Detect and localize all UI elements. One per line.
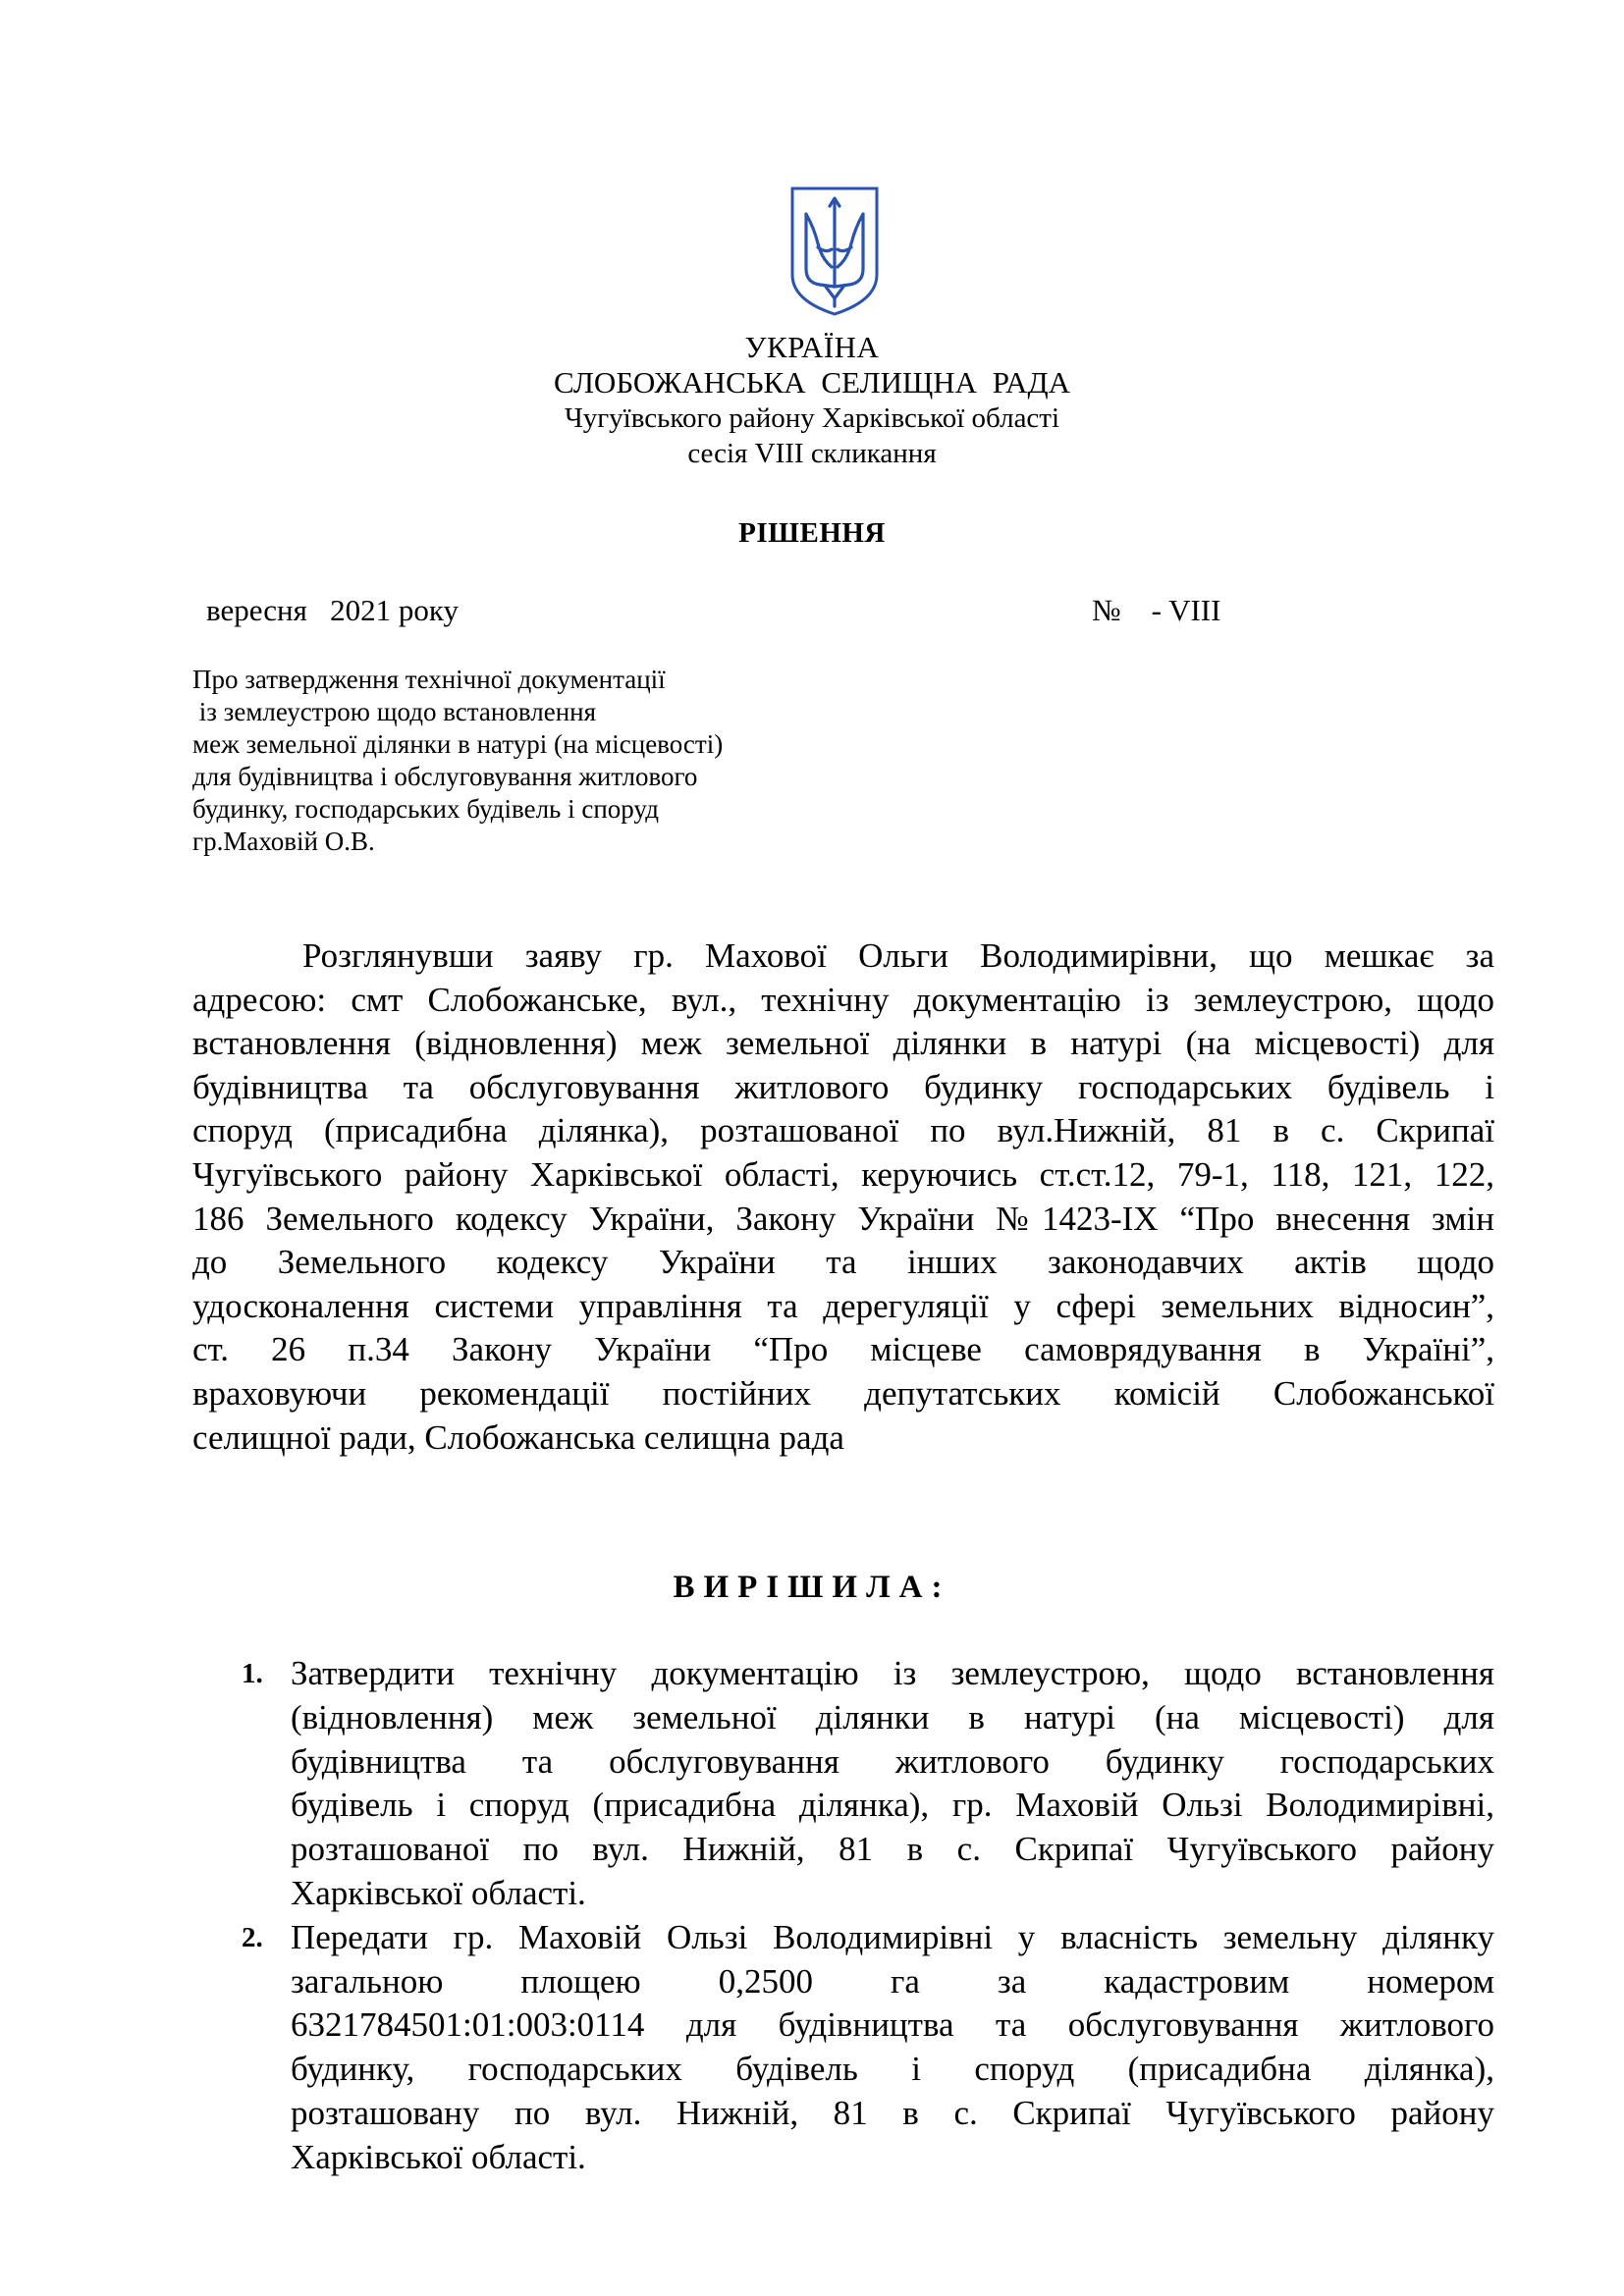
- document-date: вересня 2021 року: [206, 593, 459, 627]
- subject-line: для будівництва і обслуговування житлового: [192, 762, 698, 791]
- preamble-line: до Земельного кодексу України та інших законодавчих актів щодо: [192, 1243, 1494, 1282]
- council-name: СЛОБОЖАНСЬКА СЕЛИЩНА РАДА: [554, 365, 1070, 400]
- item-line: Передати гр. Маховій Ользі Володимирівні у власність земельну ділянку: [291, 1917, 1494, 1956]
- preamble-line: враховуючи рекомендації постійних депутатських комісій Слобожанської: [192, 1373, 1494, 1413]
- item-line: розташованої по вул. Нижній, 81 в с. Скрипаї Чугуївського району: [291, 1830, 1494, 1869]
- document-header: [0, 330, 1624, 471]
- subject-line: гр.Маховій О.В.: [192, 827, 375, 856]
- decision-item: [236, 1652, 1494, 1916]
- document-number: № - VIII: [1092, 593, 1221, 627]
- decision-item: [236, 1916, 1494, 2180]
- preamble-line: ст. 26 п.34 Закону України “Про місцеве самоврядування в Україні”,: [192, 1330, 1494, 1369]
- subject-line: Про затвердження технічної документації: [192, 665, 666, 694]
- coat-of-arms-icon: [788, 185, 881, 318]
- item-line: будівель і споруд (присадибна ділянка), гр. Маховій Ользі Володимирівні,: [291, 1786, 1494, 1825]
- subject-line: меж земельної ділянки в натурі (на місцевості): [192, 729, 724, 759]
- resolve-heading: ВИРІШИЛА:: [673, 1570, 951, 1605]
- decision-items: [236, 1652, 1494, 2180]
- item-line: будівництва та обслуговування житлового будинку господарських: [291, 1741, 1494, 1781]
- district-name: Чугуївського району Харківської області: [564, 402, 1060, 434]
- session-name: сесія VIII скликання: [687, 438, 937, 469]
- preamble-line: удосконалення системи управління та дерегуляції у сфері земельних відносин”,: [192, 1286, 1494, 1325]
- item-line: Затвердити технічну документацію із землеустрою, щодо встановлення: [291, 1654, 1494, 1692]
- item-number: 1.: [242, 1658, 263, 1689]
- country-name: УКРАЇНА: [744, 330, 880, 364]
- item-line: (відновлення) меж земельної ділянки в натурі (на місцевості) для: [291, 1697, 1494, 1736]
- preamble-line: споруд (присадибна ділянка), розташованої по вул.Нижній, 81 в с. Скрипаї: [192, 1111, 1494, 1150]
- subject-line: будинку, господарських будівель і споруд: [192, 794, 659, 824]
- preamble-line: Розглянувши заяву гр. Махової Ольги Володимирівни, що мешкає за: [302, 936, 1494, 975]
- preamble-paragraph: [192, 934, 1494, 1460]
- item-line: загальною площею 0,2500 га за кадастровим номером: [291, 1961, 1494, 2001]
- item-line: розташовану по вул. Нижній, 81 в с. Скрипаї Чугуївського району: [291, 2093, 1494, 2132]
- preamble-line: будівництва та обслуговування житлового будинку господарських будівель і: [192, 1067, 1494, 1106]
- preamble-line: адресою: смт Слобожанське, вул., технічну документацію із землеустрою, щодо: [192, 980, 1494, 1019]
- item-number: 2.: [242, 1921, 263, 1953]
- preamble-line: 186 Земельного кодексу України, Закону України №1423-IX “Про внесення змін: [192, 1199, 1494, 1238]
- preamble-line: селищної ради, Слобожанська селищна рада: [192, 1417, 844, 1457]
- preamble-line: Чугуївського району Харківської області, керуючись ст.ст.12, 79-1, 118, 121, 122,: [192, 1154, 1494, 1194]
- item-line: 6321784501:01:003:0114 для будівництва та обслуговування житлового: [291, 2005, 1494, 2045]
- item-line: Харківської області.: [291, 2137, 586, 2176]
- preamble-line: встановлення (відновлення) меж земельної ділянки в натурі (на місцевості) для: [192, 1024, 1494, 1063]
- item-line: Харківської області.: [291, 1873, 586, 1912]
- item-line: будинку, господарських будівель і споруд (присадибна ділянка),: [291, 2050, 1494, 2089]
- document-subject: [192, 664, 899, 858]
- subject-line: із землеустрою щодо встановлення: [192, 697, 597, 726]
- document-title: РІШЕННЯ: [738, 517, 886, 549]
